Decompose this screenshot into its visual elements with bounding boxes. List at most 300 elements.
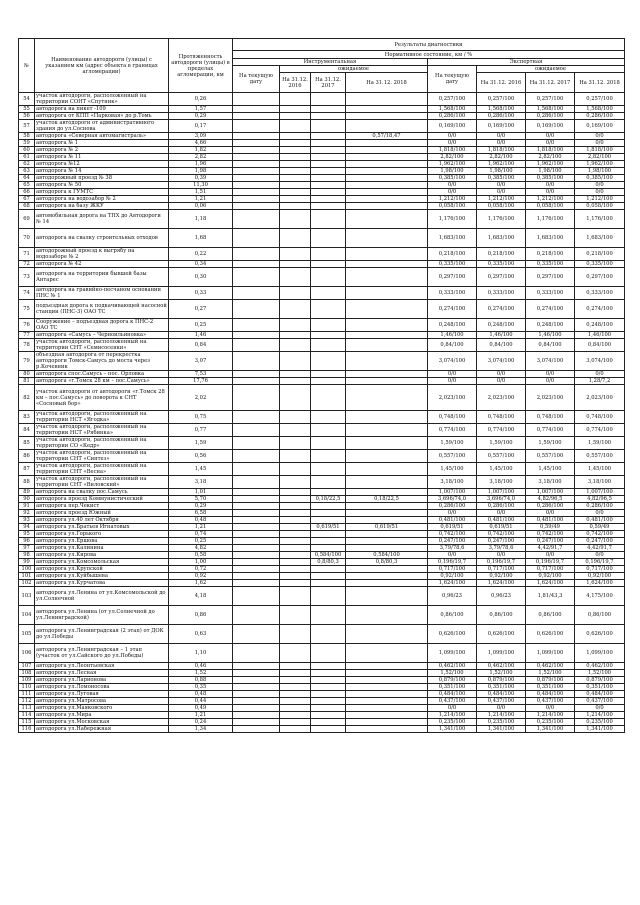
row-expert-current: 0/0	[428, 510, 477, 517]
row-expert-current: 0,879/100	[428, 677, 477, 684]
table-row	[19, 268, 625, 287]
table-row	[19, 161, 625, 168]
row-expert-2016: 0,748/100	[477, 411, 526, 424]
row-instr-current	[233, 261, 280, 268]
row-expert-2017: 1,683/100	[526, 229, 575, 248]
row-instr-2016	[280, 476, 311, 489]
row-instr-2017	[311, 450, 346, 463]
row-expert-current: 0/0	[428, 133, 477, 140]
row-instr-2017	[311, 566, 346, 573]
row-expert-2018: 1,46/100	[575, 332, 625, 339]
row-expert-current: 1,212/100	[428, 196, 477, 203]
row-instr-current	[233, 319, 280, 332]
table-row	[19, 644, 625, 663]
row-name: автодорога на территории бывшей базы Антарес	[35, 268, 169, 287]
header-instr-2018: На 31.12. 2018	[346, 73, 428, 93]
row-name: автодорога ул.Горького	[35, 531, 169, 538]
row-instr-2018	[346, 339, 428, 352]
row-instr-2016	[280, 229, 311, 248]
row-instr-2018	[346, 625, 428, 644]
row-expert-2016: 0,247/100	[477, 538, 526, 545]
table-header	[19, 39, 625, 93]
row-instr-2018	[346, 424, 428, 437]
row-expert-2016: 1,59/100	[477, 437, 526, 450]
row-expert-current: 1,214/100	[428, 712, 477, 719]
row-expert-current: 0,385/100	[428, 175, 477, 182]
row-instr-2018	[346, 189, 428, 196]
row-length: 0,49	[169, 705, 233, 712]
row-instr-2018	[346, 319, 428, 332]
row-expert-2017: 0/0	[526, 189, 575, 196]
row-length: 17,76	[169, 378, 233, 385]
row-expert-2017: 4,42/91,7	[526, 545, 575, 552]
row-expert-2016: 0,257/100	[477, 93, 526, 106]
row-instr-2017: 0,18/22,5	[311, 496, 346, 503]
row-expert-2018: 0/0	[575, 133, 625, 140]
row-expert-2017: 0/0	[526, 371, 575, 378]
row-expert-2017: 1,341/100	[526, 726, 575, 733]
table-row	[19, 573, 625, 580]
row-number: 76	[19, 319, 35, 332]
row-name: автодорога ул.Кирова	[35, 552, 169, 559]
row-expert-2018: 2,82/100	[575, 154, 625, 161]
table-row	[19, 705, 625, 712]
row-instr-2016	[280, 437, 311, 450]
table-row	[19, 580, 625, 587]
row-length: 1,10	[169, 644, 233, 663]
row-expert-2016: 0,484/100	[477, 691, 526, 698]
row-instr-2017	[311, 670, 346, 677]
row-instr-2017: 0,8/80,3	[311, 559, 346, 566]
row-expert-current: 1,59/100	[428, 437, 477, 450]
row-length: 0,72	[169, 566, 233, 573]
row-expert-current: 3,18/100	[428, 476, 477, 489]
row-instr-current	[233, 147, 280, 154]
row-number: 78	[19, 339, 35, 352]
row-length: 0,17	[169, 120, 233, 133]
row-expert-current: 0/0	[428, 182, 477, 189]
row-instr-2018	[346, 287, 428, 300]
row-instr-2018	[346, 203, 428, 210]
row-expert-2016: 1,52/100	[477, 670, 526, 677]
header-instr-expected: ожидаемое	[280, 66, 428, 73]
row-instr-2016	[280, 371, 311, 378]
table-row	[19, 210, 625, 229]
row-instr-current	[233, 489, 280, 496]
row-length: 0,27	[169, 300, 233, 319]
header-expert: Экспертная	[428, 59, 625, 66]
row-length: 4,66	[169, 140, 233, 147]
row-instr-2018	[346, 476, 428, 489]
document-page	[18, 38, 624, 733]
row-name: автодорога №12	[35, 161, 169, 168]
row-name: автодорога ул.Ленина (от ул.Солнечной до ул.Ленинградской)	[35, 606, 169, 625]
row-length: 0,46	[169, 663, 233, 670]
row-instr-2018	[346, 229, 428, 248]
row-expert-2017: 0,742/100	[526, 531, 575, 538]
row-expert-current: 0,626/100	[428, 625, 477, 644]
row-instr-current	[233, 268, 280, 287]
row-length: 3,07	[169, 352, 233, 371]
row-instr-2016	[280, 332, 311, 339]
header-length: Протяженность автодороги (улицы) в пределах агломерации, км	[169, 39, 233, 93]
row-number: 65	[19, 182, 35, 189]
row-name: автодорога ул.Ломоносова	[35, 684, 169, 691]
row-instr-2017: 0,619/51	[311, 524, 346, 531]
row-instr-2018	[346, 726, 428, 733]
header-results: Результаты диагностики	[233, 39, 625, 51]
row-instr-2018	[346, 154, 428, 161]
row-instr-2018	[346, 106, 428, 113]
row-instr-2016	[280, 424, 311, 437]
row-number: 57	[19, 120, 35, 133]
row-number: 67	[19, 196, 35, 203]
row-instr-2018	[346, 489, 428, 496]
row-length: 1,01	[169, 489, 233, 496]
row-name: участок автодороги, расположенный на территории СНТ «Синтез»	[35, 450, 169, 463]
row-expert-2016: 0,481/100	[477, 517, 526, 524]
row-expert-2018: 0,196/19,7	[575, 559, 625, 566]
row-expert-current: 1,176/100	[428, 210, 477, 229]
row-expert-2018: 0/0	[575, 182, 625, 189]
row-name: автодорога ул.Мира	[35, 712, 169, 719]
row-length: 1,59	[169, 437, 233, 450]
row-name: автодорога ул.Ленинградская – 1 этап (участок от ул.Сайского до ул.Победы)	[35, 644, 169, 663]
row-instr-current	[233, 677, 280, 684]
row-length: 0,86	[169, 606, 233, 625]
row-expert-2018: 0,385/100	[575, 175, 625, 182]
row-name: автодорога ул.Куйбышева	[35, 573, 169, 580]
row-instr-current	[233, 287, 280, 300]
row-length: 11,30	[169, 182, 233, 189]
row-instr-2018	[346, 684, 428, 691]
row-expert-2016: 1,683/100	[477, 229, 526, 248]
row-number: 96	[19, 538, 35, 545]
row-expert-2016: 0,742/100	[477, 531, 526, 538]
row-expert-current: 1,341/100	[428, 726, 477, 733]
row-expert-current: 1,683/100	[428, 229, 477, 248]
row-expert-2017: 1,818/100	[526, 147, 575, 154]
row-expert-2018: 0,257/100	[575, 93, 625, 106]
row-expert-2017: 1,81/43,3	[526, 587, 575, 606]
row-instr-2017	[311, 476, 346, 489]
row-instr-current	[233, 517, 280, 524]
row-instr-2017	[311, 175, 346, 182]
row-expert-2018: 0,717/100	[575, 566, 625, 573]
row-expert-2017: 0,774/100	[526, 424, 575, 437]
row-expert-2016: 0,169/100	[477, 120, 526, 133]
table-row	[19, 411, 625, 424]
row-name: автодорога ул.Ленина от ул.Комсомольской до ул.Солнечной	[35, 587, 169, 606]
row-name: Сооружение – подъездная дорога к ПНС-2 ОАО ТС	[35, 319, 169, 332]
row-expert-current: 0,286/100	[428, 503, 477, 510]
row-instr-2016	[280, 531, 311, 538]
row-expert-2018: 1,212/100	[575, 196, 625, 203]
table-row	[19, 147, 625, 154]
row-expert-2018: 0,774/100	[575, 424, 625, 437]
row-instr-current	[233, 161, 280, 168]
table-row	[19, 229, 625, 248]
row-instr-2017	[311, 726, 346, 733]
row-expert-2018: 1,099/100	[575, 644, 625, 663]
table-row	[19, 684, 625, 691]
table-row	[19, 559, 625, 566]
row-name: автодорога № 50	[35, 182, 169, 189]
row-length: 3,09	[169, 133, 233, 140]
row-expert-2017: 0,257/100	[526, 93, 575, 106]
row-instr-2018	[346, 140, 428, 147]
row-length: 1,00	[169, 559, 233, 566]
row-instr-2018	[346, 210, 428, 229]
row-instr-current	[233, 670, 280, 677]
row-instr-2016	[280, 559, 311, 566]
row-expert-2016: 0,879/100	[477, 677, 526, 684]
row-instr-2017	[311, 691, 346, 698]
row-expert-2018: 0,557/100	[575, 450, 625, 463]
row-instr-2017	[311, 489, 346, 496]
row-expert-2018: 1,818/100	[575, 147, 625, 154]
row-instr-current	[233, 437, 280, 450]
row-expert-2018: 1,176/100	[575, 210, 625, 229]
row-expert-2016: 0,248/100	[477, 319, 526, 332]
row-expert-2018: 0,748/100	[575, 411, 625, 424]
row-name: автодорога ул.Калинина	[35, 545, 169, 552]
row-expert-2018: 1,52/100	[575, 670, 625, 677]
row-instr-2017	[311, 154, 346, 161]
row-instr-2016	[280, 168, 311, 175]
row-instr-2018	[346, 677, 428, 684]
row-number: 111	[19, 691, 35, 698]
table-row	[19, 175, 625, 182]
row-name: автодорога пер.Чекист	[35, 503, 169, 510]
table-row	[19, 437, 625, 450]
table-row	[19, 203, 625, 210]
table-row	[19, 168, 625, 175]
row-instr-2017	[311, 625, 346, 644]
header-expert-current: На текущую дату	[428, 66, 477, 93]
row-expert-2018: 4,42/91,7	[575, 545, 625, 552]
row-expert-2018: 0,59/49	[575, 524, 625, 531]
row-instr-2018: 0,619/51	[346, 524, 428, 531]
row-name: автодорога ул.Ларионова	[35, 677, 169, 684]
row-instr-2018	[346, 644, 428, 663]
row-instr-2017	[311, 573, 346, 580]
row-instr-2017	[311, 510, 346, 517]
row-number: 101	[19, 573, 35, 580]
row-number: 91	[19, 503, 35, 510]
row-number: 114	[19, 712, 35, 719]
row-number: 116	[19, 726, 35, 733]
row-instr-current	[233, 726, 280, 733]
row-expert-2018: 0/0	[575, 705, 625, 712]
row-instr-2017	[311, 352, 346, 371]
row-expert-current: 0,286/100	[428, 113, 477, 120]
row-instr-current	[233, 625, 280, 644]
row-instr-current	[233, 538, 280, 545]
row-instr-2016	[280, 644, 311, 663]
row-instr-2017	[311, 606, 346, 625]
row-expert-2017: 0/0	[526, 378, 575, 385]
row-instr-2016	[280, 712, 311, 719]
row-length: 0,74	[169, 531, 233, 538]
row-expert-2018: 0,351/100	[575, 684, 625, 691]
row-number: 93	[19, 517, 35, 524]
row-expert-2018: 2,023/100	[575, 385, 625, 411]
table-row	[19, 625, 625, 644]
row-expert-2017: 0/0	[526, 510, 575, 517]
row-number: 95	[19, 531, 35, 538]
row-length: 0,25	[169, 319, 233, 332]
row-instr-2018: 0,584/100	[346, 552, 428, 559]
row-number: 106	[19, 644, 35, 663]
row-expert-2016: 2,023/100	[477, 385, 526, 411]
row-expert-2018: 0,462/100	[575, 663, 625, 670]
row-expert-2018: 1,98/100	[575, 168, 625, 175]
row-expert-2016: 1,341/100	[477, 726, 526, 733]
table-row	[19, 140, 625, 147]
row-expert-2018: 0,86/100	[575, 606, 625, 625]
table-row	[19, 566, 625, 573]
table-row	[19, 476, 625, 489]
row-expert-2016: 0/0	[477, 133, 526, 140]
row-expert-2017: 2,82/100	[526, 154, 575, 161]
row-length: 1,46	[169, 332, 233, 339]
row-length: 4,18	[169, 587, 233, 606]
row-expert-current: 0,196/19,7	[428, 559, 477, 566]
row-name: автодорога ул.Маяковского	[35, 705, 169, 712]
row-length: 0,06	[169, 203, 233, 210]
row-instr-2018	[346, 719, 428, 726]
row-expert-current: 0,169/100	[428, 120, 477, 133]
row-expert-2017: 0,626/100	[526, 625, 575, 644]
row-name: участок автодороги, расположенный на территории НСТ «Рябинка»	[35, 424, 169, 437]
row-length: 0,44	[169, 698, 233, 705]
row-instr-current	[233, 566, 280, 573]
row-instr-2018	[346, 712, 428, 719]
row-instr-current	[233, 371, 280, 378]
row-expert-2018: 0,286/100	[575, 503, 625, 510]
row-expert-2016: 0,385/100	[477, 175, 526, 182]
row-instr-current	[233, 698, 280, 705]
row-instr-2018	[346, 147, 428, 154]
row-expert-2016: 0,286/100	[477, 503, 526, 510]
row-instr-2017	[311, 378, 346, 385]
row-expert-2017: 0/0	[526, 552, 575, 559]
row-instr-2017	[311, 229, 346, 248]
row-expert-2018: 1,45/100	[575, 463, 625, 476]
row-name: автодорога № 14	[35, 168, 169, 175]
row-instr-2017	[311, 147, 346, 154]
row-expert-2017: 0,557/100	[526, 450, 575, 463]
table-row	[19, 120, 625, 133]
row-instr-2016	[280, 496, 311, 503]
row-instr-2018	[346, 510, 428, 517]
row-expert-2018: 3,074/100	[575, 352, 625, 371]
row-expert-2018: 0/0	[575, 371, 625, 378]
table-row	[19, 182, 625, 189]
row-number: 68	[19, 203, 35, 210]
row-number: 88	[19, 476, 35, 489]
row-expert-2016: 1,568/100	[477, 106, 526, 113]
row-expert-2016: 0,058/100	[477, 203, 526, 210]
row-expert-2017: 0,86/100	[526, 606, 575, 625]
row-name: участок автодороги, расположенный на территории СНТ «Виловский»	[35, 476, 169, 489]
row-number: 94	[19, 524, 35, 531]
header-expert-2018: На 31.12. 2018	[575, 73, 625, 93]
row-expert-2016: 0,351/100	[477, 684, 526, 691]
row-name: автодорога № 1	[35, 140, 169, 147]
row-expert-current: 1,52/100	[428, 670, 477, 677]
row-length: 0,77	[169, 424, 233, 437]
row-expert-current: 0,437/100	[428, 698, 477, 705]
row-name: участок автодороги, расположенный на территории СНТ «Семисосенки»	[35, 339, 169, 352]
row-expert-2016: 1,46/100	[477, 332, 526, 339]
row-length: 7,53	[169, 371, 233, 378]
row-instr-2016	[280, 175, 311, 182]
row-expert-current: 1,46/100	[428, 332, 477, 339]
row-number: 104	[19, 606, 35, 625]
row-instr-2016	[280, 503, 311, 510]
row-number: 64	[19, 175, 35, 182]
row-instr-2017	[311, 545, 346, 552]
row-length: 6,58	[169, 510, 233, 517]
row-expert-2018: 0,84/100	[575, 339, 625, 352]
row-name: автодорога спос.Самусь – пос. Орловка	[35, 371, 169, 378]
row-instr-current	[233, 691, 280, 698]
row-expert-2018: 4,82/96,5	[575, 496, 625, 503]
row-number: 84	[19, 424, 35, 437]
row-instr-current	[233, 531, 280, 538]
row-expert-2017: 0,218/100	[526, 248, 575, 261]
table-row	[19, 106, 625, 113]
row-instr-current	[233, 606, 280, 625]
row-instr-current	[233, 684, 280, 691]
row-length: 0,84	[169, 339, 233, 352]
row-instr-2017	[311, 712, 346, 719]
table-row	[19, 300, 625, 319]
row-expert-2017: 0,92/100	[526, 573, 575, 580]
row-expert-2018: 1,568/100	[575, 106, 625, 113]
table-row	[19, 248, 625, 261]
table-row	[19, 154, 625, 161]
table-row	[19, 385, 625, 411]
row-name: автодорога на гравийно-песчаном основании ПНС № 1	[35, 287, 169, 300]
row-name: автодорожный проезд к выгрябу на водозаборе № 2	[35, 248, 169, 261]
row-expert-2017: 0,84/100	[526, 339, 575, 352]
row-name: автодорога ул.Набережная	[35, 726, 169, 733]
row-number: 80	[19, 371, 35, 378]
row-number: 109	[19, 677, 35, 684]
row-instr-2016	[280, 268, 311, 287]
row-expert-2018: 1,624/100	[575, 580, 625, 587]
table-row	[19, 133, 625, 140]
row-number: 69	[19, 210, 35, 229]
row-expert-2016: 0/0	[477, 705, 526, 712]
table-row	[19, 93, 625, 106]
row-expert-current: 0,484/100	[428, 691, 477, 698]
row-expert-2018: 0,742/100	[575, 531, 625, 538]
row-instr-2017	[311, 538, 346, 545]
row-instr-2017	[311, 287, 346, 300]
row-instr-2017	[311, 705, 346, 712]
row-instr-2018: 0,18/22,5	[346, 496, 428, 503]
row-instr-current	[233, 175, 280, 182]
row-length: 0,22	[169, 248, 233, 261]
row-length: 0,25	[169, 538, 233, 545]
row-instr-2018	[346, 175, 428, 182]
row-instr-2018	[346, 463, 428, 476]
row-instr-current	[233, 133, 280, 140]
